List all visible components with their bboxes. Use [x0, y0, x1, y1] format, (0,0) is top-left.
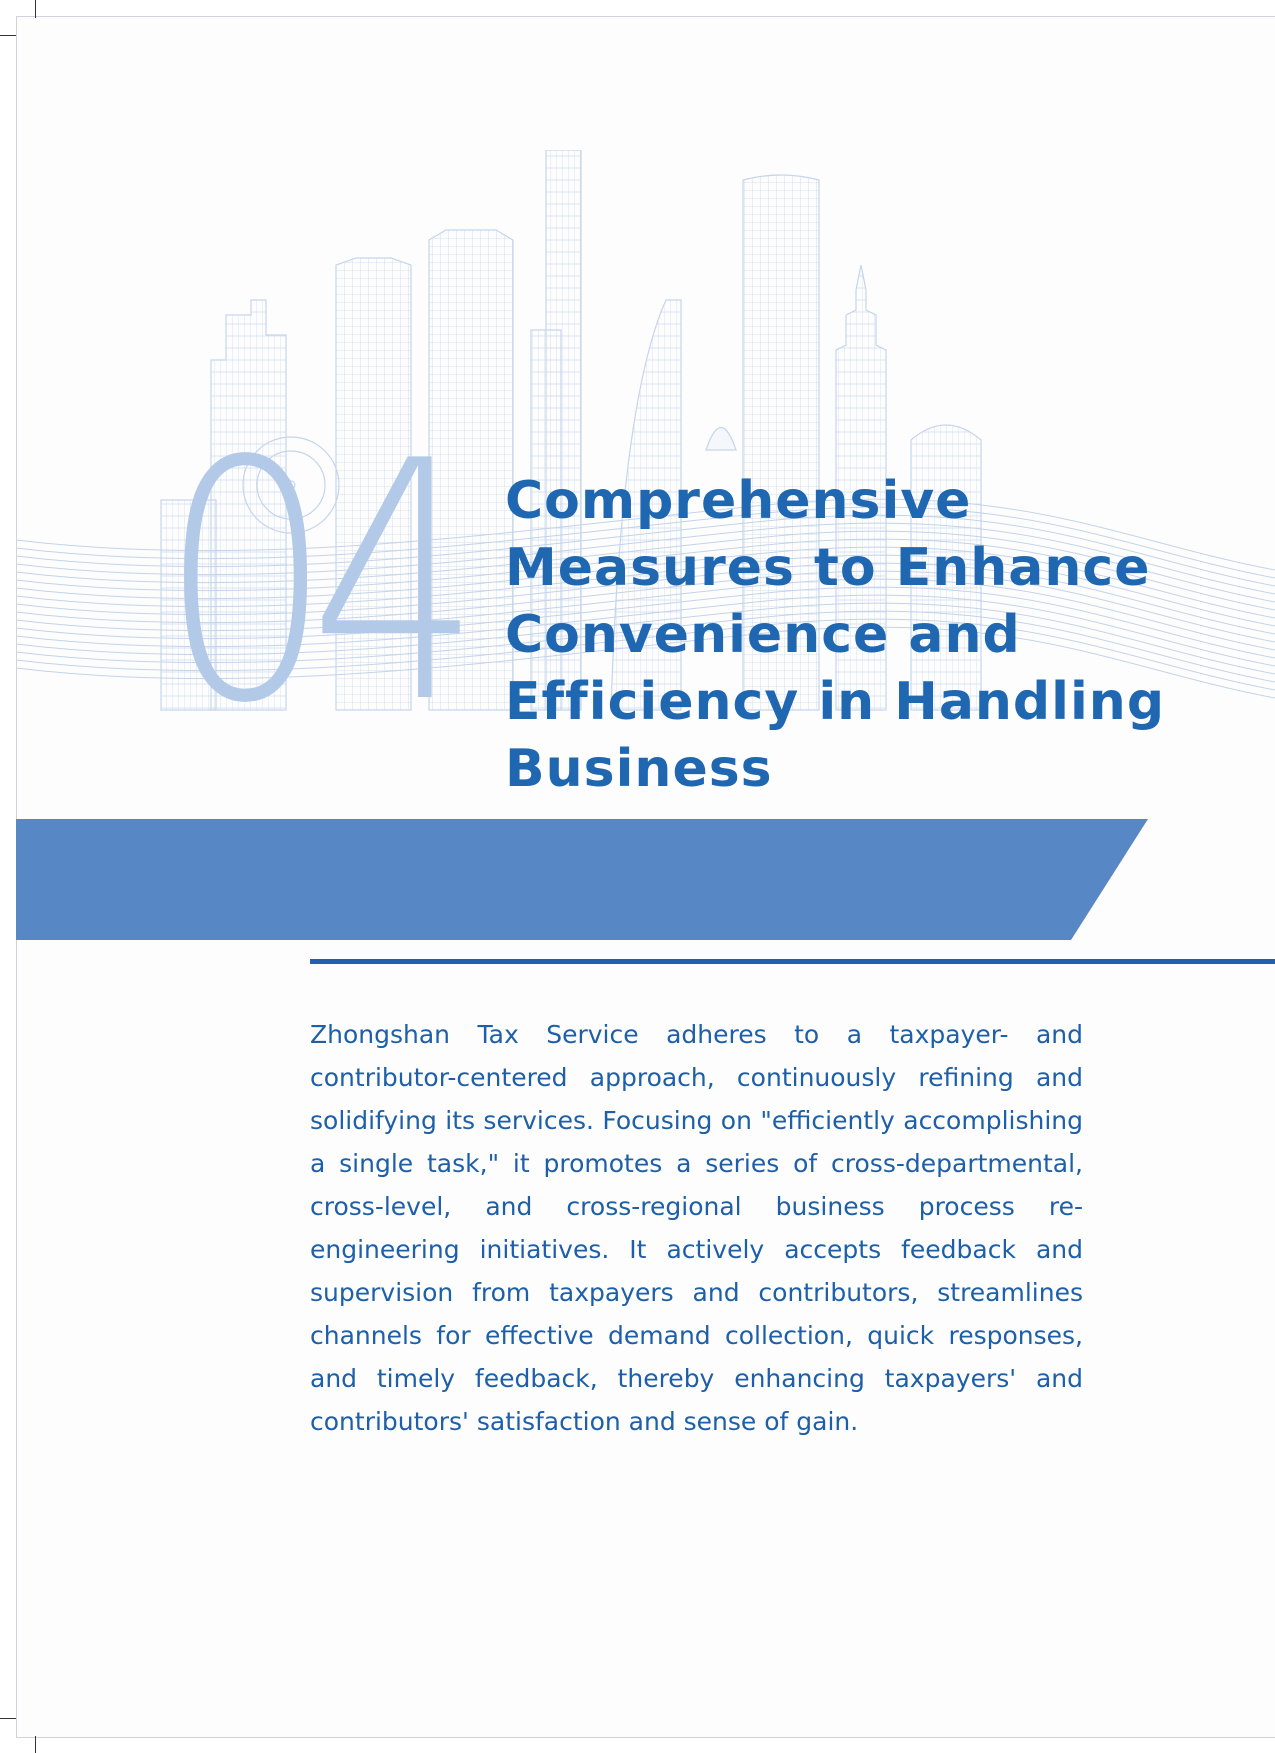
crop-mark-bottom [35, 1736, 36, 1753]
chapter-number: 04 [160, 391, 459, 775]
dome [706, 428, 736, 451]
chapter-title: Comprehensive Measures to Enhance Convenience and Efficiency in Handling Business [505, 471, 1166, 799]
divider-line [310, 959, 1275, 964]
crop-mark-left-bottom [0, 1718, 16, 1719]
crop-mark-left-top [0, 35, 16, 36]
crop-mark-top [35, 0, 36, 18]
decorative-banner [16, 819, 1148, 940]
body-paragraph: Zhongshan Tax Service adheres to a taxpayer- and contributor-centered approach, continuously refining and solidifying its services. Focusing on "efficiently accomplishing a single task," it promotes a series of cross-departmental, cross-level, and cross-regional business process re-engineering initiatives. It actively accepts feedback and supervision from taxpayers and contributors, streamlines channels for effective demand collection, quick responses, and timely feedback, thereby enhancing taxpayers' and contributors' satisfaction and sense of gain. [310, 1020, 1083, 1436]
